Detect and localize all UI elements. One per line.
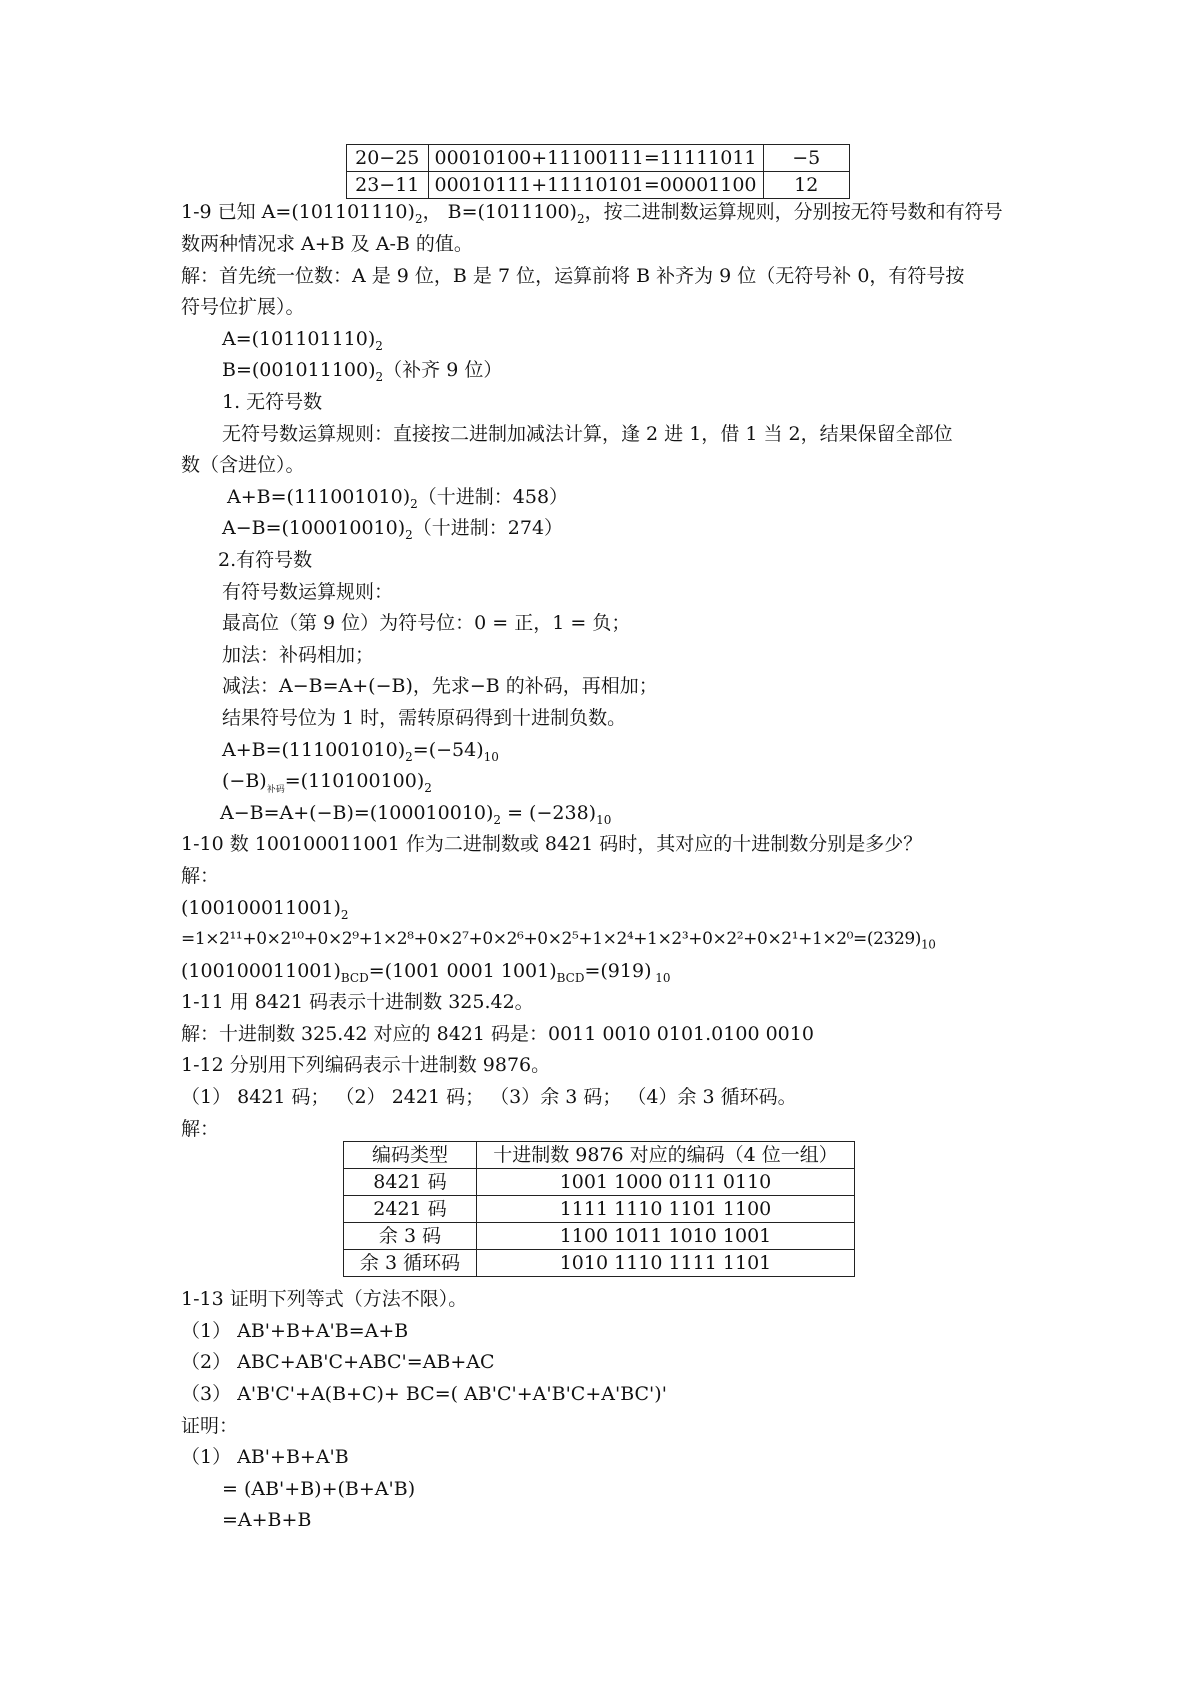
rule-text: 有符号数运算规则： bbox=[222, 581, 394, 603]
rule-text: 无符号数运算规则：直接按二进制加减法计算，逢 2 进 1，借 1 当 2，结果保留全部位 bbox=[222, 423, 953, 445]
table-cell: 2421 码 bbox=[344, 1196, 477, 1223]
table-cell: 23−11 bbox=[347, 172, 429, 199]
equation: $(100100011001)_2$ bbox=[181, 897, 349, 922]
table-cell: 1111 1110 1101 1100 bbox=[477, 1196, 855, 1223]
rule-text: 加法：补码相加； bbox=[222, 644, 375, 666]
answer-line: 解：十进制数 325.42 对应的 8421 码是：0011 0010 0101.0100 0010 bbox=[181, 1023, 814, 1045]
equation: $(-B)_{补码}=(110100100)_2$ bbox=[222, 770, 432, 795]
encoding-table bbox=[343, 1141, 855, 1277]
table-cell: 00010100+11100111=11111011 bbox=[428, 145, 763, 172]
equation: $A=(101101110)_2$ bbox=[222, 328, 383, 353]
rule-text: 结果符号位为 1 时，需转原码得到十进制负数。 bbox=[222, 707, 627, 729]
equation: （1） AB'+B+A'B=A+B bbox=[181, 1320, 409, 1342]
proof-label: 证明： bbox=[181, 1415, 239, 1437]
table-cell: 20−25 bbox=[347, 145, 429, 172]
table-header-cell: 编码类型 bbox=[344, 1142, 477, 1169]
rule-text: 减法：A−B=A+(−B)，先求−B 的补码，再相加； bbox=[222, 675, 658, 697]
table-header-cell: 十进制数 9876 对应的编码（4 位一组） bbox=[477, 1142, 855, 1169]
table-cell: 8421 码 bbox=[344, 1169, 477, 1196]
equation: $B=(001011100)_2$（补齐 9 位） bbox=[222, 359, 503, 384]
equation: $A+B=(111001010)_2=(-54)_{10}$ bbox=[222, 739, 499, 764]
section-heading: 2.有符号数 bbox=[218, 549, 313, 571]
question-1-9-cont: 数两种情况求 A+B 及 A-B 的值。 bbox=[181, 233, 473, 255]
equation: $(100100011001)_{BCD}=(1001$ 0001 $1001)_{BCD}=(919)$ $_{10}$ bbox=[181, 960, 671, 985]
proof-line: =A+B+B bbox=[222, 1509, 312, 1531]
answer-line: 符号位扩展）。 bbox=[181, 296, 305, 318]
table-cell: 1001 1000 0111 0110 bbox=[477, 1169, 855, 1196]
answer-label: 解： bbox=[181, 1118, 220, 1140]
equation: （2） ABC+AB'C+ABC'=AB+AC bbox=[181, 1351, 495, 1373]
question-1-13: 1-13 证明下列等式（方法不限）。 bbox=[181, 1288, 468, 1310]
rule-text: 数（含进位）。 bbox=[181, 454, 305, 476]
table-cell: 余 3 循环码 bbox=[344, 1250, 477, 1277]
table-cell: −5 bbox=[763, 145, 849, 172]
answer-line: 解：首先统一位数：A 是 9 位，B 是 7 位，运算前将 B 补齐为 9 位（无符号补 0，有符号按 bbox=[181, 265, 965, 287]
table-row bbox=[344, 1169, 855, 1196]
subtraction-table bbox=[346, 144, 850, 199]
table-row bbox=[347, 145, 850, 172]
section-heading: 1. 无符号数 bbox=[222, 391, 323, 413]
proof-line: （1） AB'+B+A'B bbox=[181, 1446, 349, 1468]
equation: （3） A'B'C'+A(B+C)+ BC=( AB'C'+A'B'C+A'BC')' bbox=[181, 1383, 667, 1405]
table-cell: 00010111+11110101=00001100 bbox=[428, 172, 763, 199]
table-header-row bbox=[344, 1142, 855, 1169]
equation-expansion: $=1\times 2^{11}+0\times 2^{10}+0\times 2^9+1\times 2^8+0\times 2^7+0\times 2^6+0\times 2^5+1\times 2^4+1\times 2^3+0\times 2^2+0\times 2^1+1\times 2^0=(2329)_{10}$ bbox=[181, 929, 936, 952]
question-1-11: 1-11 用 8421 码表示十进制数 325.42。 bbox=[181, 991, 534, 1013]
question-1-12: 1-12 分别用下列编码表示十进制数 9876。 bbox=[181, 1054, 551, 1076]
question-1-9: 1-9 已知 $A=(101101110)_2$， $B=(1011100)_2$，按二进制数运算规则，分别按无符号数和有符号 bbox=[181, 201, 1003, 226]
table-cell: 余 3 码 bbox=[344, 1223, 477, 1250]
table-row bbox=[344, 1223, 855, 1250]
equation: $A-B=A+(-B)=(100010010)_2 = (-238)_{10}$ bbox=[220, 802, 612, 827]
equation: $A-B=(100010010)_2$（十进制：274） bbox=[222, 517, 564, 542]
table-cell: 1010 1110 1111 1101 bbox=[477, 1250, 855, 1277]
table-cell: 1100 1011 1010 1001 bbox=[477, 1223, 855, 1250]
rule-text: 最高位（第 9 位）为符号位：0 = 正，1 = 负； bbox=[222, 612, 631, 634]
question-1-10: 1-10 数 100100011001 作为二进制数或 8421 码时，其对应的十进制数分别是多少？ bbox=[181, 833, 923, 855]
options-line: （1） 8421 码； （2） 2421 码； （3）余 3 码； （4）余 3 循环码。 bbox=[181, 1086, 797, 1108]
equation: $A+B=(111001010)_2$（十进制：458） bbox=[227, 486, 569, 511]
proof-line: = (AB'+B)+(B+A'B) bbox=[222, 1478, 416, 1500]
table-cell: 12 bbox=[763, 172, 849, 199]
table-row bbox=[344, 1250, 855, 1277]
table-row bbox=[347, 172, 850, 199]
table-row bbox=[344, 1196, 855, 1223]
answer-label: 解： bbox=[181, 865, 220, 887]
